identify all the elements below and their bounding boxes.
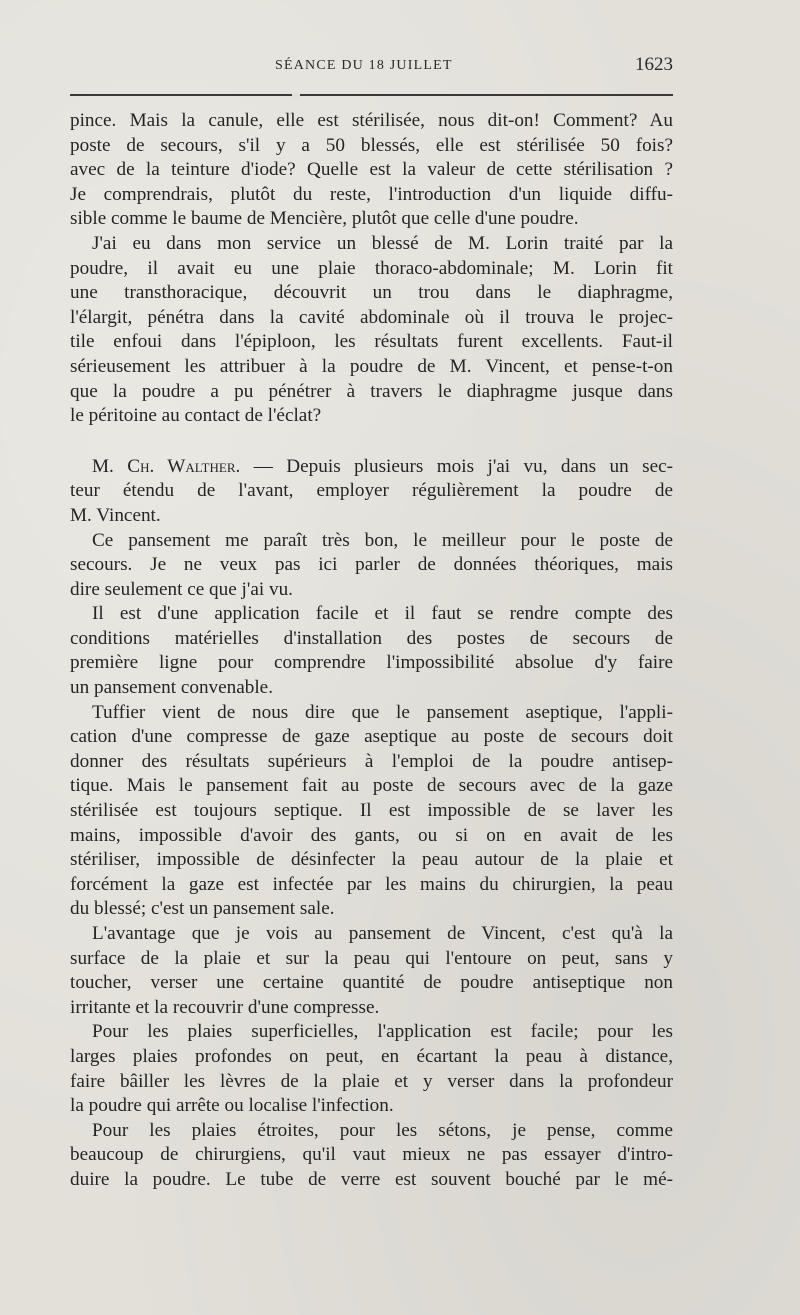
text-line: poste de secours, s'il y a 50 blessés, elle est stérilisée 50 fois? bbox=[70, 134, 673, 156]
text-line: forcément la gaze est infectée par les mains du chirurgien, la peau bbox=[70, 873, 673, 895]
text-line: larges plaies profondes on peut, en écartant la peau à distance, bbox=[70, 1045, 673, 1067]
text-line: Tuffier vient de nous dire que le pansement aseptique, l'appli- bbox=[92, 701, 673, 723]
speaker-text: — Depuis plusieurs mois j'ai vu, dans un sec- bbox=[240, 455, 673, 477]
text-line: J'ai eu dans mon service un blessé de M. Lorin traité par la bbox=[92, 232, 673, 254]
paragraph bbox=[70, 232, 673, 429]
text-line: que la poudre a pu pénétrer à travers le diaphragme jusque dans bbox=[70, 380, 673, 402]
running-title: SÉANCE DU 18 JUILLET bbox=[275, 58, 453, 73]
paragraph-gap bbox=[70, 429, 673, 455]
text-line: Pour les plaies superficielles, l'application est facile; pour les bbox=[92, 1021, 673, 1043]
text-line: cation d'une compresse de gaze aseptique au poste de secours doit bbox=[70, 726, 673, 748]
text-line: donner des résultats supérieurs à l'emploi de la poudre antisep- bbox=[70, 750, 673, 772]
text-line bbox=[70, 455, 673, 480]
text-line: tile enfoui dans l'épiploon, les résultats furent excellents. Faut-il bbox=[70, 331, 673, 353]
text-line: conditions matérielles d'installation des postes de secours de bbox=[70, 627, 673, 649]
text-line: Pour les plaies étroites, pour les sétons, je pense, comme bbox=[92, 1119, 673, 1141]
text-line: une transthoracique, découvrit un trou dans le diaphragme, bbox=[70, 282, 673, 304]
text-line: surface de la plaie et sur la peau qui l'entoure on peut, sans y bbox=[70, 947, 673, 969]
text-line: Il est d'une application facile et il faut se rendre compte des bbox=[92, 603, 673, 625]
text-line: M. Vincent. bbox=[70, 504, 161, 526]
text-line: du blessé; c'est un pansement sale. bbox=[70, 898, 335, 920]
text-line: irritante et la recouvrir d'une compresse. bbox=[70, 996, 380, 1018]
text-line: L'avantage que je vois au pansement de Vincent, c'est qu'à la bbox=[92, 923, 673, 944]
text-line: sérieusement les attribuer à la poudre de M. Vincent, et pense-t-on bbox=[70, 355, 673, 377]
text-line: stériliser, impossible de désinfecter la peau autour de la plaie et bbox=[70, 849, 673, 871]
text-line: poudre, il avait eu une plaie thoraco-abdominale; M. Lorin fit bbox=[70, 257, 673, 279]
text-line: secours. Je ne veux pas ici parler de données théoriques, mais bbox=[70, 554, 673, 576]
text-line: faire bâiller les lèvres de la plaie et y verser dans la profondeur bbox=[70, 1070, 673, 1092]
paragraph bbox=[70, 922, 673, 1020]
paragraph bbox=[70, 1119, 673, 1193]
text-line: Je comprendrais, plutôt du reste, l'introduction d'un liquide diffu- bbox=[70, 183, 673, 205]
page-number: 1623 bbox=[635, 54, 673, 75]
text-line: le péritoine au contact de l'éclat? bbox=[70, 405, 322, 427]
paragraph bbox=[70, 529, 673, 603]
speaker-name: M. Ch. Walther. bbox=[92, 455, 241, 477]
text-line: duire la poudre. Le tube de verre est souvent bouché par le mé- bbox=[70, 1168, 673, 1190]
text-line: toucher, verser une certaine quantité de poudre antiseptique non bbox=[70, 972, 673, 994]
text-line: teur étendu de l'avant, employer régulièrement la poudre de bbox=[70, 480, 673, 502]
text-line: pince. Mais la canule, elle est stérilisée, nous dit-on! Comment? Au bbox=[70, 110, 673, 131]
paragraph bbox=[70, 109, 673, 232]
text-line: l'élargit, pénétra dans la cavité abdominale où il trouva le projec- bbox=[70, 306, 673, 328]
text-line: avec de la teinture d'iode? Quelle est la valeur de cette stérilisation ? bbox=[70, 159, 673, 181]
text-line: la poudre qui arrête ou localise l'infection. bbox=[70, 1095, 394, 1117]
speaker-paragraph bbox=[70, 455, 673, 529]
text-line: sible comme le baume de Mencière, plutôt que celle d'une poudre. bbox=[70, 208, 579, 230]
header-rule bbox=[70, 94, 673, 98]
paragraph bbox=[70, 602, 673, 700]
text-line: première ligne pour comprendre l'impossibilité absolue d'y faire bbox=[70, 652, 673, 674]
body-text bbox=[70, 109, 673, 1193]
text-line: stérilisée est toujours septique. Il est impossible de se laver les bbox=[70, 800, 673, 822]
text-line: tique. Mais le pansement fait au poste de secours avec de la gaze bbox=[70, 775, 673, 797]
paragraph bbox=[70, 1020, 673, 1118]
text-line: un pansement convenable. bbox=[70, 677, 273, 699]
text-line: beaucoup de chirurgiens, qu'il vaut mieux ne pas essayer d'intro- bbox=[70, 1144, 673, 1166]
text-line: Ce pansement me paraît très bon, le meilleur pour le poste de bbox=[92, 529, 673, 551]
page-header bbox=[70, 52, 673, 76]
text-line: dire seulement ce que j'ai vu. bbox=[70, 578, 293, 600]
paragraph bbox=[70, 701, 673, 922]
text-line: mains, impossible d'avoir des gants, ou si on en avait de les bbox=[70, 824, 673, 846]
